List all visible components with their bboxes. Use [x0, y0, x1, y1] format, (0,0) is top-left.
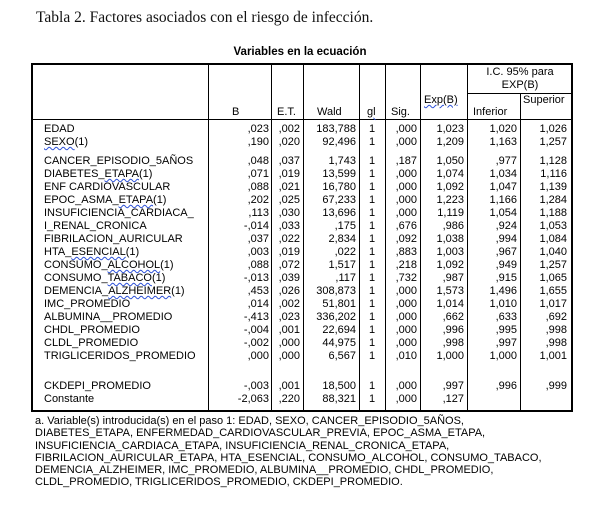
cell-b: ,003 — [247, 246, 269, 258]
cell-expb: ,127 — [442, 393, 464, 405]
cell-b: -,013 — [243, 272, 269, 284]
cell-sig: ,000 — [395, 337, 417, 349]
cell-b: -2,063 — [237, 393, 269, 405]
cell-inf: 1,000 — [489, 350, 517, 362]
row-label: TRIGLICERIDOS_PROMEDIO — [44, 350, 196, 362]
spellcheck-underline: ESENCIAL — [71, 246, 126, 258]
cell-wald: 18,500 — [322, 380, 356, 392]
header-gl: gl — [367, 106, 376, 118]
cell-et: ,023 — [278, 311, 300, 323]
cell-sig: ,000 — [395, 181, 417, 193]
cell-b: ,088 — [247, 181, 269, 193]
cell-gl: 1 — [369, 324, 376, 336]
row-label: CANCER_EPISODIO_5AÑOS — [44, 155, 194, 167]
cell-inf: 1,020 — [489, 123, 517, 135]
row-label: ALBUMINA__PROMEDIO — [44, 311, 173, 323]
cell-expb: 1,209 — [436, 136, 464, 148]
cell-b: ,190 — [247, 136, 269, 148]
row-label: INSUFICIENCIA_CARDIACA_ — [44, 207, 194, 219]
cell-et: ,019 — [278, 246, 300, 258]
cell-et: ,002 — [278, 123, 300, 135]
cell-b: ,088 — [247, 259, 269, 271]
cell-et: ,021 — [278, 181, 300, 193]
cell-gl: 1 — [369, 207, 376, 219]
cell-gl: 1 — [369, 311, 376, 323]
header-expb — [424, 94, 458, 106]
cell-b: -,003 — [243, 380, 269, 392]
cell-wald: ,175 — [334, 220, 356, 232]
cell-inf: 1,496 — [489, 285, 517, 297]
cell-wald: 2,834 — [328, 233, 356, 245]
header-superior: Superior — [523, 94, 565, 106]
cell-sig: ,000 — [395, 136, 417, 148]
cell-gl: 1 — [369, 220, 376, 232]
table-caption: Tabla 2. Factores asociados con el riesgo de infección. — [36, 9, 374, 26]
cell-expb: 1,003 — [436, 246, 464, 258]
cell-expb: 1,119 — [437, 207, 464, 219]
cell-expb: 1,000 — [436, 350, 464, 362]
cell-et: ,025 — [278, 194, 300, 206]
header-wald: Wald — [317, 106, 342, 118]
cell-sup: 1,284 — [539, 194, 567, 206]
cell-et: ,019 — [278, 168, 300, 180]
row-label: EDAD — [44, 123, 75, 135]
cell-sup: 1,026 — [539, 123, 567, 135]
cell-wald: 13,696 — [322, 207, 356, 219]
cell-gl: 1 — [369, 259, 376, 271]
col-sep-b — [271, 63, 272, 412]
spellcheck-underline: TABACO — [107, 272, 152, 284]
cell-gl: 1 — [369, 380, 376, 392]
cell-expb: ,996 — [442, 324, 464, 336]
cell-inf: ,915 — [495, 272, 517, 284]
cell-b: ,037 — [247, 233, 269, 245]
row-label: CLDL_PROMEDIO — [44, 337, 139, 349]
row-label: Constante — [44, 393, 95, 405]
cell-et: ,026 — [278, 285, 300, 297]
row-label: ENF CARDIOVASCULAR — [44, 181, 171, 193]
cell-expb: ,997 — [442, 380, 464, 392]
cell-b: ,453 — [247, 285, 269, 297]
cell-b: -,004 — [243, 324, 269, 336]
table-border-top — [31, 63, 573, 65]
cell-sig: ,000 — [395, 380, 417, 392]
col-sep-name — [208, 63, 209, 412]
cell-sig: ,092 — [395, 233, 417, 245]
cell-gl: 1 — [369, 246, 376, 258]
cell-wald: 13,599 — [322, 168, 356, 180]
cell-et: ,037 — [278, 155, 300, 167]
cell-expb: 1,092 — [436, 181, 464, 193]
cell-b: -,002 — [243, 337, 269, 349]
cell-et: ,030 — [278, 207, 300, 219]
cell-expb: 1,074 — [436, 168, 464, 180]
cell-gl: 1 — [369, 233, 376, 245]
cell-inf: ,967 — [495, 246, 517, 258]
cell-wald: 183,788 — [316, 123, 356, 135]
cell-inf: ,995 — [495, 324, 517, 336]
cell-expb: 1,573 — [436, 285, 464, 297]
cell-wald: 16,780 — [322, 181, 356, 193]
col-sep-sig — [420, 63, 421, 412]
cell-inf: 1,054 — [489, 207, 517, 219]
col-sep-wald — [359, 63, 360, 412]
header-bottom-line — [31, 119, 572, 120]
cell-et: ,020 — [278, 136, 300, 148]
cell-wald: ,117 — [335, 272, 356, 284]
cell-b: ,048 — [247, 155, 269, 167]
cell-et: ,001 — [278, 324, 300, 336]
cell-sig: ,187 — [395, 155, 417, 167]
cell-b: ,014 — [247, 298, 269, 310]
row-label: CONSUMO_TABACO(1) — [44, 272, 166, 284]
col-sep-et — [303, 63, 304, 412]
cell-gl: 1 — [369, 168, 376, 180]
cell-sup: 1,139 — [539, 181, 567, 193]
cell-sup: ,999 — [545, 380, 567, 392]
cell-b: ,113 — [248, 207, 269, 219]
cell-et: ,000 — [278, 337, 300, 349]
cell-sup: 1,257 — [539, 259, 567, 271]
table-border-bottom — [31, 410, 573, 412]
cell-b: ,023 — [247, 123, 269, 135]
spellcheck-underline: ETAPA — [118, 194, 154, 206]
table-title: Variables en la ecuación — [233, 46, 367, 58]
cell-sup: 1,001 — [539, 350, 567, 362]
cell-expb: ,987 — [442, 272, 464, 284]
cell-gl: 1 — [369, 155, 376, 167]
cell-sup: ,998 — [545, 324, 567, 336]
cell-gl: 1 — [369, 181, 376, 193]
row-label: CHDL_PROMEDIO — [44, 324, 140, 336]
cell-b: -,413 — [243, 311, 269, 323]
cell-b: ,071 — [247, 168, 269, 180]
cell-gl: 1 — [369, 194, 376, 206]
cell-expb: 1,023 — [436, 123, 464, 135]
cell-sup: 1,188 — [539, 207, 567, 219]
cell-sup: 1,655 — [539, 285, 567, 297]
cell-sig: ,010 — [395, 350, 417, 362]
cell-sig: ,000 — [395, 393, 417, 405]
cell-gl: 1 — [369, 272, 376, 284]
cell-sig: ,883 — [395, 246, 417, 258]
cell-wald: 336,202 — [316, 311, 356, 323]
cell-wald: 92,496 — [322, 136, 356, 148]
cell-gl: 1 — [369, 136, 376, 148]
cell-expb: ,662 — [442, 311, 464, 323]
cell-sig: ,000 — [395, 311, 417, 323]
cell-sup: ,692 — [545, 311, 567, 323]
cell-wald: 308,873 — [316, 285, 356, 297]
cell-sup: 1,017 — [539, 298, 567, 310]
cell-b: -,014 — [243, 220, 269, 232]
cell-et: ,220 — [278, 393, 300, 405]
cell-sup: 1,116 — [540, 168, 567, 180]
header-et: E.T. — [277, 106, 296, 118]
col-sep-gl — [385, 63, 386, 412]
cell-et: ,022 — [278, 233, 300, 245]
cell-sig: ,000 — [395, 298, 417, 310]
cell-wald: 51,801 — [322, 298, 356, 310]
cell-expb: 1,050 — [436, 155, 464, 167]
cell-et: ,001 — [278, 380, 300, 392]
cell-wald: ,022 — [334, 246, 356, 258]
cell-sig: ,676 — [395, 220, 417, 232]
cell-inf: 1,010 — [489, 298, 517, 310]
cell-wald: 1,517 — [328, 259, 356, 271]
row-label: IMC_PROMEDIO — [44, 298, 131, 310]
cell-expb: 1,092 — [436, 259, 464, 271]
cell-inf: ,949 — [495, 259, 517, 271]
cell-sup: 1,065 — [539, 272, 567, 284]
cell-expb: ,986 — [442, 220, 464, 232]
col-sep-inferior — [520, 93, 521, 412]
row-label: CONSUMO_ALCOHOL(1) — [44, 259, 174, 271]
row-label: DEMENCIA_ALZHEIMER(1) — [44, 285, 185, 297]
cell-sup: 1,053 — [539, 220, 567, 232]
header-inferior: Inferior — [473, 106, 508, 118]
spellcheck-underline: ALCOHOL — [107, 259, 161, 271]
row-label: I_RENAL_CRONICA — [44, 220, 147, 232]
cell-sig: ,000 — [395, 168, 417, 180]
cell-sig: ,000 — [395, 324, 417, 336]
cell-gl: 1 — [369, 337, 376, 349]
cell-sup: 1,084 — [539, 233, 567, 245]
cell-b: ,202 — [247, 194, 269, 206]
cell-gl: 1 — [369, 393, 376, 405]
spellcheck-underline: ALZHEIMER — [108, 285, 172, 297]
cell-sig: ,000 — [395, 123, 417, 135]
spellcheck-underline: SEXO — [44, 136, 75, 148]
cell-inf: 1,047 — [489, 181, 517, 193]
cell-gl: 1 — [369, 350, 376, 362]
cell-sup: ,998 — [545, 337, 567, 349]
cell-sig: ,000 — [395, 285, 417, 297]
cell-inf: ,977 — [495, 155, 517, 167]
cell-sup: 1,040 — [539, 246, 567, 258]
cell-sig: ,000 — [395, 194, 417, 206]
row-label: DIABETES_ETAPA(1) — [44, 168, 153, 180]
cell-wald: 22,694 — [322, 324, 356, 336]
table-border-right — [571, 63, 573, 412]
cell-et: ,072 — [278, 259, 300, 271]
cell-inf: ,994 — [495, 233, 517, 245]
cell-inf: ,996 — [495, 380, 517, 392]
cell-wald: 88,321 — [322, 393, 356, 405]
cell-et: ,033 — [278, 220, 300, 232]
row-label: HTA_ESENCIAL(1) — [44, 246, 140, 258]
cell-gl: 1 — [369, 285, 376, 297]
cell-sup: 1,257 — [539, 136, 567, 148]
cell-sig: ,000 — [395, 207, 417, 219]
cell-inf: ,924 — [495, 220, 517, 232]
cell-et: ,002 — [278, 298, 300, 310]
header-b: B — [232, 106, 240, 118]
cell-expb: 1,223 — [436, 194, 464, 206]
cell-sup: 1,128 — [539, 155, 567, 167]
cell-inf: ,633 — [495, 311, 517, 323]
cell-expb: 1,014 — [436, 298, 464, 310]
table-border-left — [31, 63, 33, 412]
row-label: CKDEPI_PROMEDIO — [44, 380, 151, 392]
cell-wald: 44,975 — [322, 337, 356, 349]
cell-wald: 1,743 — [328, 155, 356, 167]
cell-inf: 1,163 — [489, 136, 517, 148]
row-label: FIBRILACION_AURICULAR — [44, 233, 183, 245]
header-ci: I.C. 95% para EXP(B) — [486, 66, 554, 91]
cell-gl: 1 — [369, 298, 376, 310]
header-sig: Sig. — [391, 106, 410, 118]
col-sep-expb — [467, 63, 468, 412]
cell-inf: 1,034 — [489, 168, 517, 180]
cell-sig: ,218 — [395, 259, 417, 271]
cell-et: ,039 — [278, 272, 300, 284]
row-label: SEXO(1) — [44, 136, 89, 148]
cell-inf: 1,166 — [489, 194, 517, 206]
cell-inf: ,997 — [495, 337, 517, 349]
cell-b: ,000 — [247, 350, 269, 362]
spellcheck-underline: ETAPA — [104, 168, 139, 180]
cell-sig: ,732 — [395, 272, 417, 284]
table-footnote: a. Variable(s) introducida(s) en el paso 1: EDAD, SEXO, CANCER_EPISODIO_5AÑOS, DIABETES_ETAPA, ENFERMEDAD_CARDIOVASCULAR_PREVIA, EPOC_ASMA_ETAPA, INSUFICIENCIA_CARDIACA_ETAPA, INSUFICIENCIA_RENAL_CRONICA_ETAPA, FIBRILACION_AURICULAR_ETAPA, HTA_ESENCIAL, CONSUMO_ALCOHOL, CONSUMO_TABACO, DEMENCIA_ALZHEIMER, IMC_PROMEDIO, ALBUMINA__PROMEDIO, CHDL_PROMEDIO, CLDL_PROMEDIO, TRIGLICERIDOS_PROMEDIO, CKDEPI_PROMEDIO. — [35, 415, 542, 489]
cell-expb: 1,038 — [436, 233, 464, 245]
header-expb-text: Exp(B) — [424, 94, 458, 106]
cell-wald: 6,567 — [328, 350, 356, 362]
row-label: EPOC_ASMA_ETAPA(1) — [44, 194, 167, 206]
cell-gl: 1 — [369, 123, 376, 135]
cell-wald: 67,233 — [322, 194, 356, 206]
cell-et: ,000 — [278, 350, 300, 362]
cell-expb: ,998 — [442, 337, 464, 349]
